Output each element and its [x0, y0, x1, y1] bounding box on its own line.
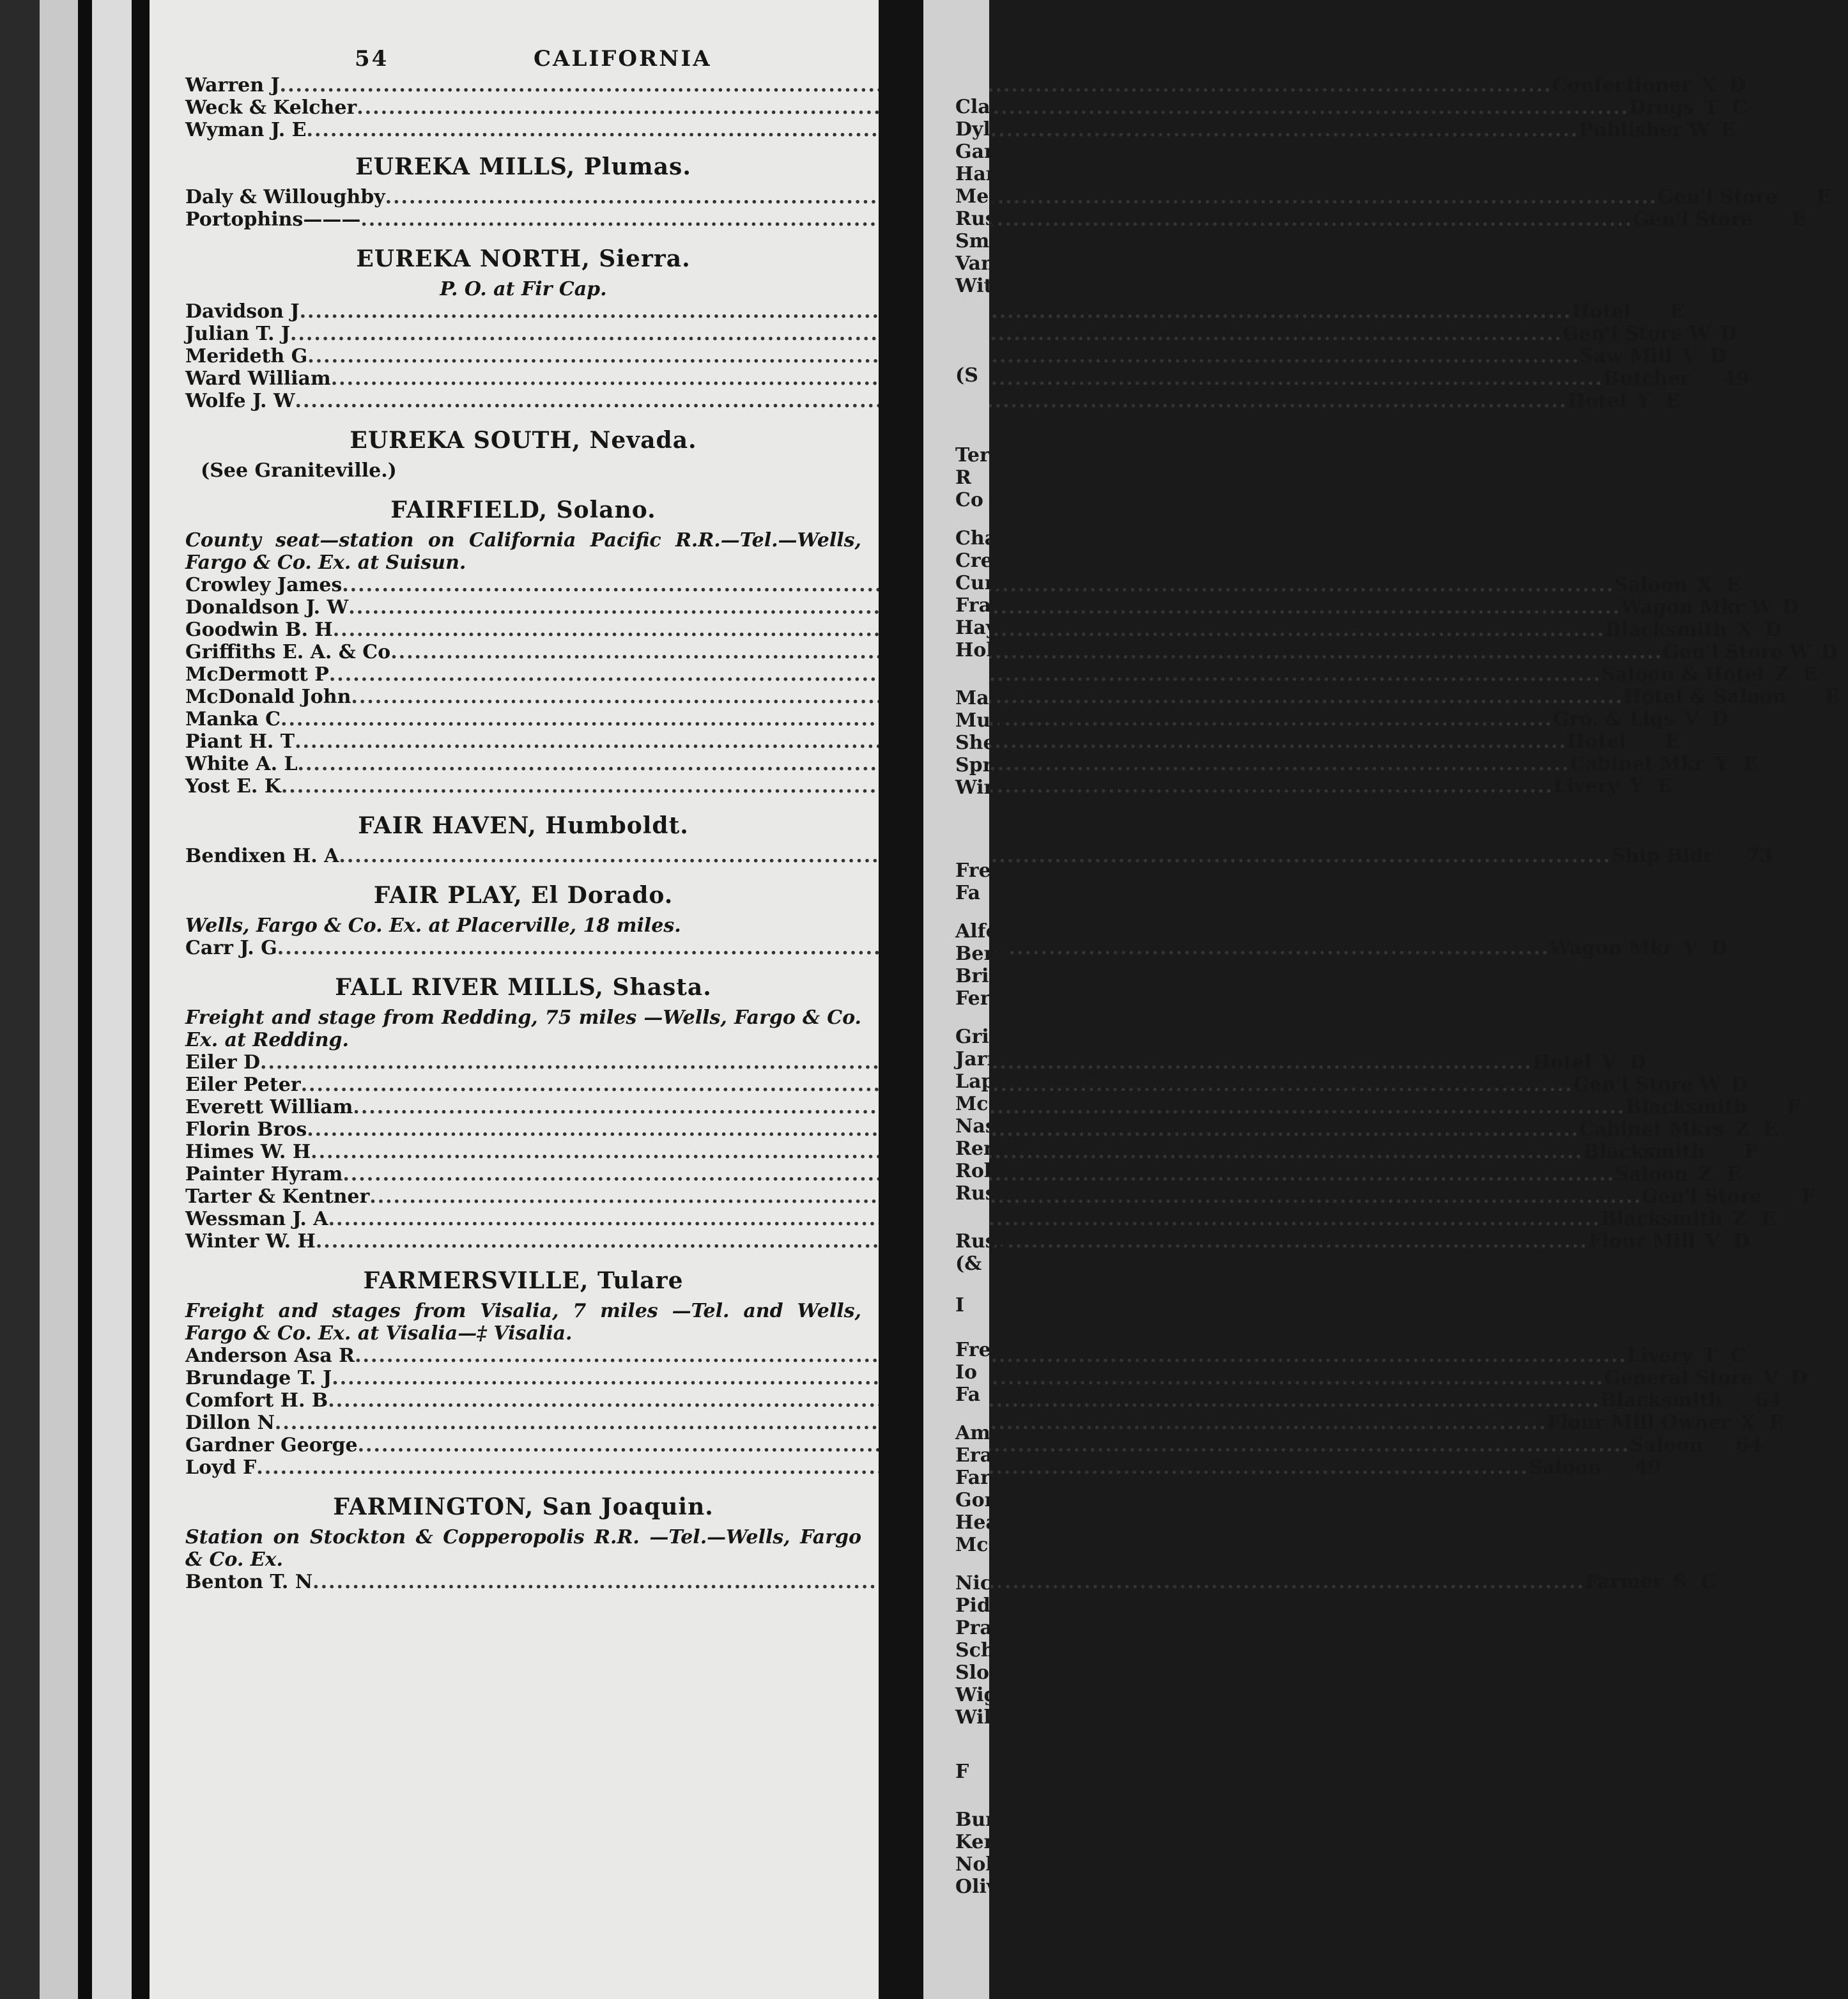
entry-rating-2: F: [1744, 1141, 1758, 1163]
entry-rating-2: D: [1730, 1074, 1748, 1096]
entry-rating-2: D: [1733, 1230, 1750, 1253]
facing-page-fragment: Frei: [955, 860, 999, 882]
entry-rating-2: D: [1782, 596, 1799, 619]
town-note: Freight and stages from Visalia, 7 miles —Tel. and Wells, Fargo & Co. Ex. at Visalia—‡ Visalia.: [185, 1300, 861, 1345]
facing-page-fragment: Fa: [955, 1384, 981, 1406]
entry-trade: Flour Mill Owner: [1547, 1412, 1731, 1434]
facing-page-fragment: Frei: [955, 1339, 999, 1361]
entry-rating-1: X: [1697, 574, 1713, 596]
entry-rating-1: Y: [1636, 390, 1651, 412]
town-heading: FAIRFIELD, Solano.: [390, 497, 656, 523]
entry-rating-2: E: [1665, 390, 1680, 412]
town-heading: FARMERSVILLE, Tulare: [363, 1267, 684, 1294]
entry-rating-1: V: [1601, 1051, 1617, 1074]
facing-page-fragment: Spr: [955, 754, 993, 776]
binding-line: [132, 0, 150, 1999]
facing-page-fragment: Cla: [955, 96, 990, 118]
facing-page-fragment: Nasl: [955, 1115, 1004, 1138]
entry-rating-1: W: [1689, 323, 1711, 345]
facing-page-fragment: (&: [955, 1253, 982, 1275]
entry-name: Winter W. H: [185, 1230, 316, 1253]
page-header: [185, 46, 861, 74]
facing-page-fragment: Robe: [955, 1160, 1010, 1182]
entry-rating-1: V: [1682, 937, 1698, 959]
facing-page-fragment: Rus: [955, 208, 996, 230]
entry-rating-2: 64: [1755, 1389, 1782, 1412]
entry-rating-2: D: [1629, 1051, 1646, 1074]
facing-page-fragment: Wigl: [955, 1684, 1005, 1706]
entry-name: Eiler D: [185, 1051, 261, 1074]
entry-name: Comfort H. B: [185, 1389, 328, 1412]
entry-rating-2: E: [1761, 1208, 1776, 1230]
facing-page-fragment: Nich: [955, 1572, 1006, 1594]
entry-rating-1: X: [1740, 1412, 1755, 1434]
entry-name: Portophins———: [185, 208, 361, 231]
facing-page-fragment: Gon: [955, 1489, 999, 1511]
entry-rating-1: W: [1789, 641, 1812, 663]
entry-trade: Saw Mill: [1580, 345, 1673, 367]
facing-page-fragment: Fern: [955, 987, 1005, 1010]
entry-rating-2: E: [1763, 1118, 1778, 1141]
entry-rating-2: C: [1700, 1571, 1716, 1593]
facing-page-fragment: F: [955, 1761, 969, 1783]
entry-name: Everett William: [185, 1096, 353, 1118]
entry-name: McDonald John: [185, 686, 351, 708]
entry-rating-2: D: [1821, 641, 1838, 663]
directory-entry: [185, 390, 1680, 412]
entry-trade: Blacksmith: [1625, 1096, 1748, 1118]
entry-trade: Saloon: [1615, 1163, 1688, 1185]
entry-rating-1: W: [1688, 119, 1711, 141]
facing-page-fragment: Farn: [955, 1467, 1005, 1489]
entry-rating-2: E: [1726, 574, 1741, 596]
entry-rating-1: V: [1762, 1367, 1778, 1389]
entry-rating-2: D: [1711, 937, 1728, 959]
entry-rating-2: E: [1720, 119, 1736, 141]
facing-page-fragment: Alfo: [955, 920, 999, 943]
facing-page-fragment: Will: [955, 1706, 999, 1729]
entry-trade: Cabinet Mkrs: [1579, 1118, 1725, 1141]
facing-page-fragment: Lapl: [955, 1070, 1002, 1093]
facing-page-fragment: Grin: [955, 1026, 1003, 1048]
leader-dots: [357, 96, 1629, 119]
entry-rating-1: Y: [1629, 775, 1643, 798]
directory-entry: [185, 323, 1737, 345]
entry-rating-2: D: [1710, 345, 1727, 367]
entry-rating-1: V: [1684, 708, 1699, 730]
entry-rating-2: C: [1732, 96, 1748, 119]
facing-page-fragment: Win: [955, 776, 998, 799]
entry-name: Gardner George: [185, 1434, 358, 1456]
entry-trade: Gen'l Store: [1562, 323, 1683, 345]
facing-page-fragment: R: [955, 467, 971, 489]
entry-rating-2: 73: [1746, 845, 1773, 867]
directory-entry: [185, 345, 1727, 367]
leader-dots: [360, 208, 1633, 231]
margin-strip: [40, 0, 78, 1999]
entry-name: Loyd F: [185, 1456, 257, 1479]
town-heading: EUREKA NORTH, Sierra.: [356, 245, 691, 272]
entry-name: Daly & Willoughby: [185, 186, 385, 208]
facing-page-fragment: Wit: [955, 275, 993, 297]
facing-page-fragment: Har: [955, 163, 996, 185]
facing-page-fragment: Amy: [955, 1422, 1002, 1444]
entry-trade: Saloon: [1528, 1456, 1602, 1479]
directory-entry: [185, 367, 1750, 390]
directory-entry: [185, 74, 1746, 96]
binding-shadow: [0, 0, 40, 1999]
town-note: Freight and stage from Redding, 75 miles —Wells, Fargo & Co. Ex. at Redding.: [185, 1007, 861, 1051]
town-heading: EUREKA MILLS, Plumas.: [355, 153, 691, 180]
facing-page-fragment: Mun: [955, 709, 1005, 732]
entry-trade: Gen'l Store: [1573, 1074, 1693, 1096]
facing-page-fragment: McC: [955, 1534, 1004, 1556]
entry-trade: Hotel: [1532, 1051, 1592, 1074]
entry-rating-2: D: [1720, 323, 1737, 345]
entry-rating-2: E: [1657, 775, 1672, 798]
entry-rating-2: D: [1729, 74, 1746, 96]
directory-entry: [185, 300, 1684, 323]
entry-rating-2: E: [1669, 300, 1684, 323]
entry-trade: Hotel: [1571, 300, 1631, 323]
facing-page-fragment: Dyl: [955, 118, 990, 141]
town-heading: EUREKA SOUTH, Nevada.: [350, 427, 697, 454]
entry-trade: Hotel: [1567, 390, 1627, 412]
town-note: Station on Stockton & Copperopolis R.R. —Tel.—Wells, Fargo & Co. Ex.: [185, 1526, 861, 1571]
entry-trade: Confectioner: [1552, 74, 1691, 96]
entry-rating-1: Z: [1734, 1118, 1749, 1141]
facing-page-fragment: Cre: [955, 550, 993, 572]
entry-trade: Cabinet Mkr: [1569, 753, 1705, 775]
entry-trade: Livery: [1553, 775, 1619, 798]
entry-trade: Saloon & Hotel: [1601, 663, 1764, 686]
facing-page-fragment: Russ: [955, 1230, 1007, 1253]
facing-page-fragment: Olive: [955, 1876, 1010, 1898]
entry-rating-1: W: [1699, 1074, 1721, 1096]
entry-rating-2: D: [1790, 1367, 1808, 1389]
facing-page-fragment: Pidg: [955, 1594, 1004, 1617]
entry-name: Julian T. J: [185, 323, 291, 345]
facing-page-fragment: Nola: [955, 1853, 1006, 1876]
entry-rating-1: W: [1751, 596, 1773, 619]
gutter-shadow: [879, 0, 923, 1999]
entry-name: Dillon N: [185, 1412, 275, 1434]
entry-name: Weck & Kelcher: [185, 96, 357, 119]
entry-trade: Livery: [1627, 1345, 1693, 1367]
entry-name: Himes W. H: [185, 1141, 311, 1163]
entry-name: White A. L: [185, 753, 298, 775]
entry-name: Benton T. N: [185, 1571, 313, 1593]
entry-trade: Hotel & Saloon: [1623, 686, 1787, 708]
entry-rating-1: S: [1672, 1571, 1687, 1593]
entry-trade: Wagon Mkr: [1621, 596, 1744, 619]
entry-trade: Publisher: [1578, 119, 1682, 141]
cross-reference: (See Graniteville.): [201, 459, 397, 482]
entry-trade: Saloon: [1614, 574, 1688, 596]
entry-rating-2: E: [1825, 686, 1840, 708]
entry-trade: Gen'l Store: [1657, 186, 1778, 208]
facing-page-fragment: Sloa: [955, 1662, 1002, 1684]
entry-rating-2: E: [1791, 208, 1806, 231]
entry-trade: Farmer: [1585, 1571, 1663, 1593]
entry-rating-2: E: [1769, 1412, 1784, 1434]
facing-page-fragment: Met: [955, 185, 998, 208]
town-heading: FAIR HAVEN, Humboldt.: [358, 812, 689, 839]
facing-page-fragment: McC: [955, 1093, 1004, 1115]
facing-page-fragment: Bum: [955, 1809, 1006, 1831]
entry-trade: Gen'l Store: [1633, 208, 1753, 231]
entry-name: Manka C: [185, 708, 281, 730]
facing-page-fragment: She: [955, 732, 996, 754]
entry-name: Merideth G: [185, 345, 308, 367]
facing-page-fragment: Hay: [955, 617, 997, 639]
entry-rating-1: Z: [1775, 663, 1789, 686]
entry-rating-2: E: [1816, 186, 1831, 208]
entry-name: Davidson J: [185, 300, 300, 323]
entry-trade: Wagon Mkr: [1549, 937, 1674, 959]
entry-rating-2: F: [1801, 1185, 1815, 1208]
entry-rating-1: Y: [1714, 753, 1729, 775]
entry-rating-2: E: [1803, 663, 1818, 686]
entry-rating-2: 64: [1736, 1434, 1762, 1456]
facing-page-fragment: Hol: [955, 639, 994, 661]
entry-rating-2: E: [1727, 1163, 1742, 1185]
entry-trade: Saloon: [1629, 1434, 1704, 1456]
town-note: Wells, Fargo & Co. Ex. at Placerville, 18 miles.: [185, 915, 681, 937]
entry-name: Painter Hyram: [185, 1163, 343, 1185]
entry-trade: Blacksmith: [1600, 1389, 1723, 1412]
entry-name: Donaldson J. W: [185, 596, 349, 619]
entry-rating-2: E: [1665, 730, 1680, 753]
directory-entry: [185, 845, 1773, 867]
town-note: County seat—station on California Pacific R.R.—Tel.—Wells, Fargo & Co. Ex. at Suisun.: [185, 529, 861, 574]
facing-page-fragment: Jarr: [955, 1048, 997, 1070]
leader-dots: [390, 641, 1663, 663]
entry-name: Florin Bros: [185, 1118, 307, 1141]
entry-trade: Butcher: [1603, 367, 1690, 390]
entry-rating-2: F: [1786, 1096, 1801, 1118]
entry-rating-2: 49: [1722, 367, 1750, 390]
entry-trade: Blacksmith: [1605, 619, 1727, 641]
entry-name: Tarter & Kentner: [185, 1185, 370, 1208]
entry-rating-2: E: [1743, 753, 1758, 775]
entry-name: Wessman J. A: [185, 1208, 328, 1230]
binding-line: [78, 0, 92, 1999]
entry-name: Bendixen H. A: [185, 845, 339, 867]
facing-page-fragment: Mat: [955, 687, 998, 709]
entry-trade: Flour Mill: [1587, 1230, 1696, 1253]
facing-page-fragment: Ter: [955, 444, 990, 467]
entry-name: Yost E. K: [185, 775, 281, 798]
page-number: 54: [355, 46, 389, 72]
facing-page-fragment: Fa: [955, 882, 981, 904]
margin-strip: [92, 0, 132, 1999]
town-heading: FALL RIVER MILLS, Shasta.: [335, 974, 712, 1001]
entry-name: Crowley James: [185, 574, 343, 596]
entry-name: Piant H. T: [185, 730, 295, 753]
directory-entry: [185, 663, 1818, 686]
entry-name: Ward William: [185, 367, 331, 390]
facing-page-fragment: Head: [955, 1511, 1012, 1534]
leader-dots: [385, 186, 1658, 208]
entry-name: Anderson Asa R: [185, 1345, 355, 1367]
facing-page-fragment: Prat: [955, 1617, 1001, 1639]
entry-rating-2: 49: [1634, 1456, 1661, 1479]
facing-page-fragment: (S: [955, 364, 978, 387]
entry-trade: Gro. & Liqs: [1553, 708, 1674, 730]
entry-rating-1: T: [1702, 1345, 1717, 1367]
entry-rating-1: T: [1704, 96, 1718, 119]
facing-page-fragment: Renf: [955, 1138, 1006, 1160]
running-head: CALIFORNIA: [534, 46, 712, 72]
entry-name: Brundage T. J: [185, 1367, 332, 1389]
entry-rating-1: Z: [1732, 1208, 1747, 1230]
entry-name: Wolfe J. W: [185, 390, 295, 412]
entry-trade: Blacksmith: [1600, 1208, 1723, 1230]
directory-entry: [185, 1208, 1776, 1230]
town-note: P. O. at Fir Cap.: [440, 278, 607, 300]
facing-page-fragment: Van: [955, 252, 995, 275]
facing-page-fragment: Kenn: [955, 1831, 1012, 1853]
entry-trade: Gen'l Store: [1642, 1185, 1762, 1208]
entry-trade: Blacksmith: [1583, 1141, 1706, 1163]
entry-rating-2: C: [1730, 1345, 1746, 1367]
entry-rating-1: Z: [1698, 1163, 1713, 1185]
entry-name: Wyman J. E: [185, 119, 307, 141]
entry-name: Warren J: [185, 74, 280, 96]
entry-trade: General Store: [1604, 1367, 1753, 1389]
facing-page-text: [955, 0, 1012, 1999]
town-heading: FAIR PLAY, El Dorado.: [373, 882, 674, 909]
entry-trade: Ship Bldr: [1611, 845, 1714, 867]
entry-name: Griffiths E. A. & Co: [185, 641, 391, 663]
entry-rating-2: D: [1711, 708, 1729, 730]
entry-name: McDermott P: [185, 663, 329, 686]
entry-rating-1: V: [1705, 1230, 1720, 1253]
entry-trade: Gen'l Store: [1663, 641, 1783, 663]
facing-page-fragment: Russ: [955, 1182, 1007, 1205]
facing-page-fragment: Scha: [955, 1639, 1008, 1662]
entry-rating-1: X: [1737, 619, 1752, 641]
entry-rating-1: V: [1682, 345, 1697, 367]
facing-page-fragment: I: [955, 1294, 965, 1316]
facing-page-fragment: Cun: [955, 572, 999, 594]
entry-rating-2: D: [1764, 619, 1782, 641]
facing-page-fragment: Berd: [955, 943, 1008, 965]
facing-page-fragment: Fra: [955, 594, 992, 617]
entry-name: Eiler Peter: [185, 1074, 301, 1096]
facing-page-fragment: Cha: [955, 527, 997, 550]
facing-page-fragment: Co: [955, 489, 983, 511]
entry-name: Goodwin B. H: [185, 619, 333, 641]
facing-page-fragment: Brie: [955, 965, 1001, 987]
town-heading: FARMINGTON, San Joaquin.: [333, 1493, 714, 1520]
facing-page-fragment: Io: [955, 1361, 978, 1384]
facing-page-fragment: Gar: [955, 141, 994, 163]
entry-rating-1: X: [1701, 74, 1716, 96]
entry-trade: Drugs: [1629, 96, 1694, 119]
facing-page-fragment: Smi: [955, 230, 997, 252]
facing-page-fragment: Erar: [955, 1444, 1003, 1467]
entry-trade: Hotel: [1567, 730, 1626, 753]
entry-name: Carr J. G: [185, 937, 277, 959]
